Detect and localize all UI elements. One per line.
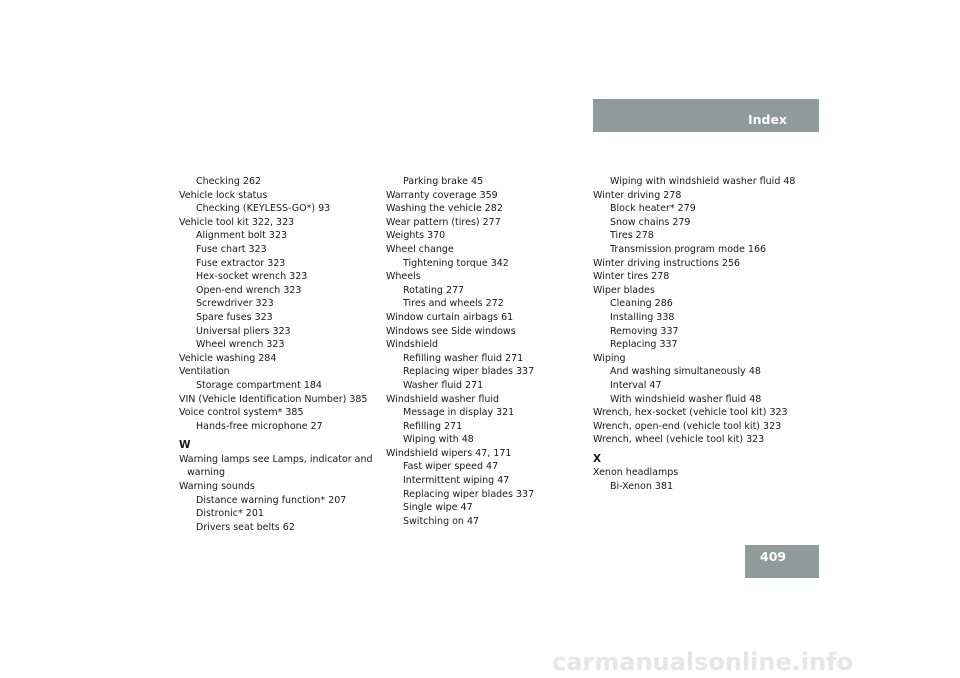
index-entry: Wheels	[386, 271, 421, 283]
index-entry: Winter driving instructions 256	[593, 257, 741, 269]
index-entry: Winter tires 278	[593, 271, 670, 283]
index-subentry: Message in display 321	[403, 407, 515, 419]
index-entry: Warning sounds	[179, 481, 255, 493]
index-subentry: Storage compartment 184	[196, 379, 322, 391]
index-subentry: Parking brake 45	[403, 176, 484, 187]
index-subentry: Screwdriver 323	[196, 298, 274, 310]
index-entry: Ventilation	[179, 366, 230, 378]
index-subentry: Fuse extractor 323	[196, 257, 286, 269]
index-subentry: Wiping with windshield washer fluid 48	[610, 176, 796, 187]
index-subentry: Removing 337	[610, 325, 679, 337]
index-subentry: Alignment bolt 323	[196, 230, 288, 242]
index-column-2	[386, 175, 586, 528]
index-subentry: Fuse chart 323	[196, 243, 267, 255]
index-subentry: Block heater* 279	[610, 203, 696, 215]
index-subentry: Interval 47	[610, 379, 662, 391]
index-entry: Windshield wipers 47, 171	[386, 447, 512, 459]
index-entry: Windshield washer fluid	[386, 393, 500, 405]
index-subentry: Checking 262	[196, 176, 262, 187]
index-subentry: With windshield washer fluid 48	[610, 393, 762, 405]
index-subentry: Single wipe 47	[403, 502, 473, 514]
index-subentry: Replacing wiper blades 337	[403, 366, 535, 378]
index-subentry: Snow chains 279	[610, 216, 691, 228]
index-entry: Wrench, hex-socket (vehicle tool kit) 323	[593, 407, 788, 419]
index-letter-heading: W	[179, 439, 191, 452]
index-subentry: Distance warning function* 207	[196, 494, 347, 506]
index-column-3	[593, 175, 796, 494]
index-subentry: Drivers seat belts 62	[196, 521, 295, 533]
index-subentry: Installing 338	[610, 311, 675, 323]
page-number: 409	[760, 549, 787, 564]
index-subentry: Transmission program mode 166	[610, 243, 767, 255]
index-entry: Wear pattern (tires) 277	[386, 216, 501, 228]
index-entry: Vehicle tool kit 322, 323	[179, 216, 295, 228]
index-subentry: Replacing 337	[610, 339, 678, 351]
index-subentry: Tires and wheels 272	[403, 298, 504, 310]
index-entry: VIN (Vehicle Identification Number) 385	[179, 393, 368, 405]
index-entry: Wiping	[593, 352, 626, 364]
index-subentry: Universal pliers 323	[196, 325, 291, 337]
index-subentry: Refilling washer fluid 271	[403, 352, 524, 364]
index-subentry: Cleaning 286	[610, 298, 673, 310]
index-subentry: Refilling 271	[403, 420, 463, 432]
index-entry: Wrench, open-end (vehicle tool kit) 323	[593, 420, 782, 432]
index-subentry: Fast wiper speed 47	[403, 461, 499, 473]
index-letter-heading: X	[593, 452, 602, 465]
page-title: Index	[747, 112, 787, 127]
index-entry: Window curtain airbags 61	[386, 311, 514, 323]
index-subentry: Distronic* 201	[196, 508, 264, 520]
index-subentry: Open-end wrench 323	[196, 284, 302, 296]
index-entry: Xenon headlamps	[593, 467, 679, 479]
index-subentry: Intermittent wiping 47	[403, 475, 510, 487]
index-entry: warning	[187, 467, 226, 479]
index-subentry: Hands-free microphone 27	[196, 420, 323, 432]
index-entry: Wiper blades	[593, 284, 655, 296]
index-subentry: Wheel wrench 323	[196, 339, 285, 351]
index-subentry: Tires 278	[610, 230, 654, 242]
index-entry: Washing the vehicle 282	[386, 203, 503, 215]
header-tab	[593, 99, 819, 132]
index-subentry: Replacing wiper blades 337	[403, 488, 535, 500]
page-number-tab	[745, 545, 819, 578]
watermark-text: carmanualsonline.info	[552, 648, 854, 676]
index-entry: Vehicle lock status	[179, 189, 268, 201]
index-entry: Warning lamps see Lamps, indicator and	[179, 453, 373, 465]
index-entry: Wrench, wheel (vehicle tool kit) 323	[593, 434, 765, 446]
index-subentry: Rotating 277	[403, 284, 465, 296]
index-subentry: Spare fuses 323	[196, 311, 273, 323]
index-subentry: Checking (KEYLESS-GO*) 93	[196, 203, 331, 215]
index-column-1	[179, 175, 379, 534]
index-subentry: Washer fluid 271	[403, 379, 484, 391]
index-entry: Voice control system* 385	[179, 407, 304, 419]
index-entry: Warranty coverage 359	[386, 189, 498, 201]
index-subentry: Switching on 47	[403, 515, 480, 527]
index-subentry: Tightening torque 342	[403, 257, 509, 269]
index-entry: Winter driving 278	[593, 189, 682, 201]
index-entry: Windshield	[386, 339, 438, 351]
index-subentry: Hex-socket wrench 323	[196, 271, 308, 283]
index-entry: Weights 370	[386, 230, 446, 242]
index-subentry: And washing simultaneously 48	[610, 366, 761, 378]
index-subentry: Bi-Xenon 381	[610, 481, 674, 493]
index-entry: Wheel change	[386, 243, 454, 255]
index-subentry: Wiping with 48	[403, 434, 474, 446]
index-entry: Windows see Side windows	[386, 325, 516, 337]
index-entry: Vehicle washing 284	[179, 352, 277, 364]
